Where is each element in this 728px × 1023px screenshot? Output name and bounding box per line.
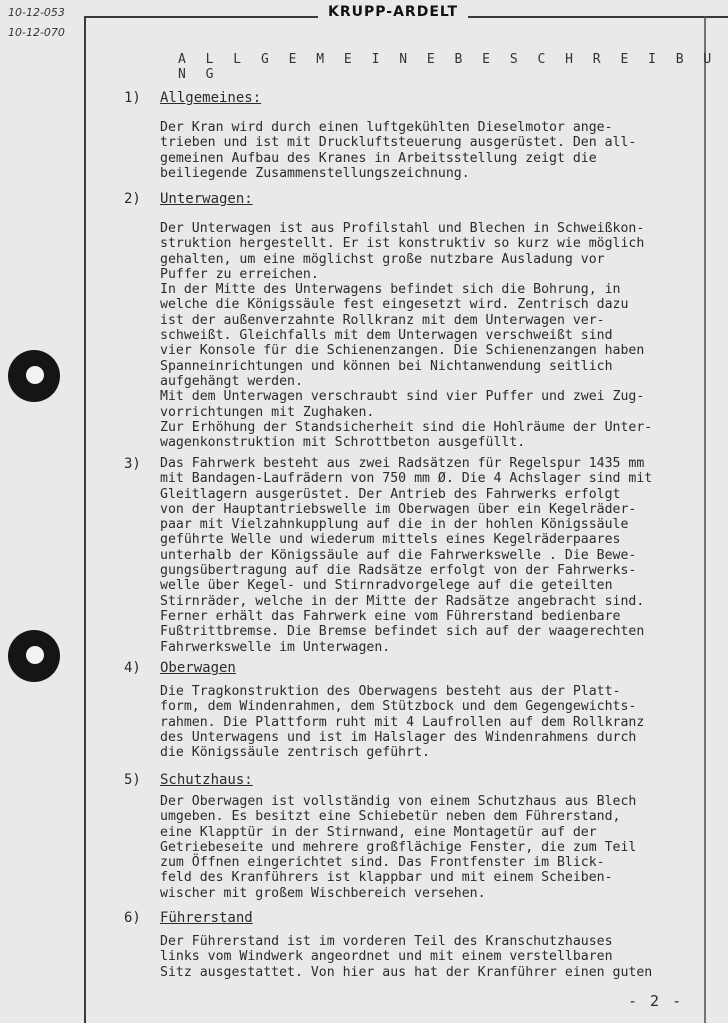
section-heading: Oberwagen xyxy=(160,660,236,676)
section-text: Das Fahrwerk besteht aus zwei Radsätzen für Regelspur 1435 mm mit Bandagen-Laufrädern von 750 mm Ø. Die 4 Achslager sind mit Gleitlagern ausgerüstet. Der Antrieb des Fahrwerks erfolgt von der Hauptantriebswelle im Oberwagen über ein Kegelräder- paar mit Vielzahnkupplung auf die in der hohlen Königssäule geführte Welle und wiederum mittels eines Kegelräderpaares unterhalb der Königssäule auf die Fahrwerkswelle . Die Bewe- gungsübertragung auf die Radsätze erfolgt von der Fahrwerks- welle über Kegel- und Stirnradvorgelege auf die geteilten Stirnräder, welche in der Mitte der Radsätze angebracht sind. Ferner erhält das Fahrwerk eine vom Führerstand bedienbare Fußtrittbremse. Die Bremse befindet sich auf der waagerechten Fahrwerkswelle im Unterwagen. xyxy=(160,456,653,655)
section-text: Der Kran wird durch einen luftgekühlten Dieselmotor ange- trieben und ist mit Druckluftsteuerung ausgerüstet. Den all- gemeinen Aufbau des Kranes in Arbeitsstellung zeigt die beiliegende Zusammenstellungszeichnung. xyxy=(160,120,637,181)
section-heading: Unterwagen: xyxy=(160,191,253,207)
section-heading: Führerstand xyxy=(160,910,253,926)
document-title: A L L G E M E I N E B E S C H R E I B U N G xyxy=(178,52,718,82)
brand-header: KRUPP-ARDELT xyxy=(318,4,468,20)
handwritten-note-2: 10-12-070 xyxy=(8,26,65,39)
punch-hole-lower xyxy=(8,630,60,682)
handwritten-note-1: 10-12-053 xyxy=(8,6,65,19)
section-number: 4) xyxy=(124,660,141,676)
punch-hole-upper xyxy=(8,350,60,402)
page-number: - 2 - xyxy=(628,992,684,1010)
section-number: 1) xyxy=(124,90,141,106)
section-heading: Schutzhaus: xyxy=(160,772,253,788)
section-number: 6) xyxy=(124,910,141,926)
section-text: Der Unterwagen ist aus Profilstahl und Blechen in Schweißkon- struktion hergestellt. Er ist konstruktiv so kurz wie möglich gehalten, um eine möglichst große nutzbare Ausladung vor Puffer zu erreichen. In der Mitte des Unterwagens befindet sich die Bohrung, in welche die Königssäule fest eingesetzt wird. Zentrisch dazu ist der außenverzahnte Rollkranz mit dem Unterwagen ver- schweißt. Gleichfalls mit dem Unterwagen verschweißt sind vier Konsole für die Schienenzangen. Die Schienenzangen haben Spanneinrichtungen und können bei Nichtanwendung seitlich aufgehängt werden. Mit dem Unterwagen verschraubt sind vier Puffer und zwei Zug- vorrichtungen mit Zughaken. Zur Erhöhung der Standsicherheit sind die Hohlräume der Unter- wagenkonstruktion mit Schrottbeton ausgefüllt. xyxy=(160,221,653,451)
section-number: 2) xyxy=(124,191,141,207)
section-number: 5) xyxy=(124,772,141,788)
frame-left-line xyxy=(84,16,86,1023)
section-text: Der Oberwagen ist vollständig von einem Schutzhaus aus Blech umgeben. Es besitzt eine Schiebetür neben dem Führerstand, eine Klapptür in der Stirnwand, eine Montagetür auf der Getriebeseite und mehrere großflächige Fenster, die zum Teil zum Öffnen eingerichtet sind. Das Frontfenster im Blick- feld des Kranführers ist klappbar und mit einem Scheiben- wischer mit großem Wischbereich versehen. xyxy=(160,794,637,901)
section-number: 3) xyxy=(124,456,141,472)
section-text: Die Tragkonstruktion des Oberwagens besteht aus der Platt- form, dem Windenrahmen, dem Stützbock und dem Gegengewichts- rahmen. Die Plattform ruht mit 4 Laufrollen auf dem Rollkranz des Unterwagens und ist im Halslager des Windenrahmens durch die Königssäule zentrisch geführt. xyxy=(160,684,645,761)
section-text: Der Führerstand ist im vorderen Teil des Kranschutzhauses links vom Windwerk angeordnet und mit einem verstellbaren Sitz ausgestattet. Von hier aus hat der Kranführer einen guten xyxy=(160,934,653,980)
section-heading: Allgemeines: xyxy=(160,90,262,106)
